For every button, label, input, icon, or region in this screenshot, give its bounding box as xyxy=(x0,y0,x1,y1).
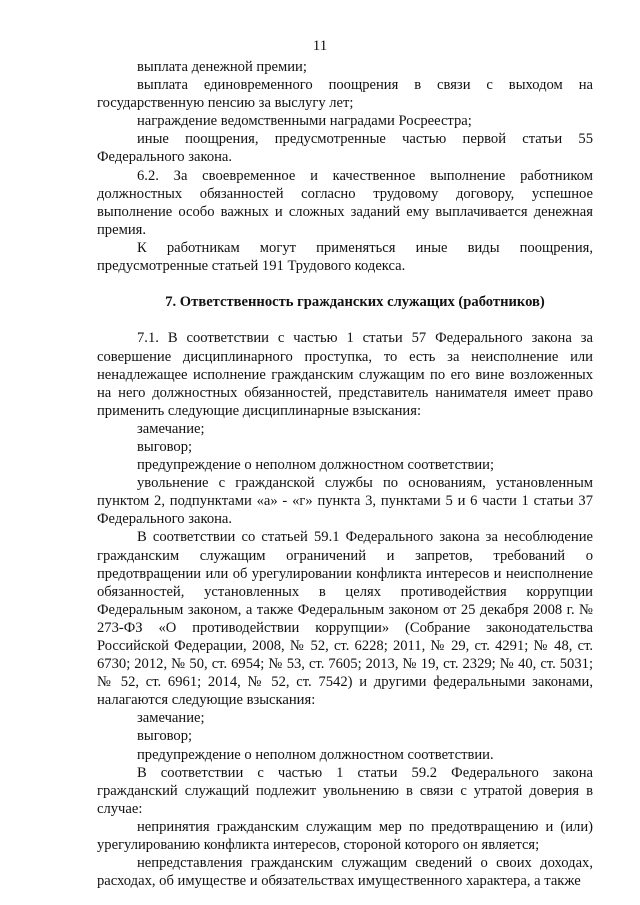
list-item: предупреждение о неполном должностном соответствии. xyxy=(137,746,494,763)
paragraph: В соответствии со статьей 59.1 Федерального закона за несоблюдение гражданским служащим ограничений и запретов, требований о предотвращении или об урегулировании конфликта интересов и неисполнение обязанностей, установленных в целях противодействия коррупции Федеральным законом, а также Федеральным законом от 25 декабря 2008 г. № 273-ФЗ «О противодействии коррупции» (Собрание законодательства Российской Федерации, 2008, № 52, ст. 6228; 2011, № 29, ст. 4291; № 48, ст. 6730; 2012, № 50, ст. 6954; № 53, ст. 7605; 2013, № 19, ст. 2329; № 40, ст. 5031; № 52, ст. 6961; 2014, № 52, ст. 7542) и другими федеральными законами, налагаются следующие взыскания: xyxy=(97,529,593,709)
list-item: непринятия гражданским служащим мер по предотвращению и (или) урегулированию конфликта интересов, стороной которого он является; xyxy=(97,818,593,854)
section-title: 7. Ответственность гражданских служащих (работников) xyxy=(165,294,545,311)
paragraph: К работникам могут применяться иные виды поощрения, предусмотренные статьей 191 Трудового кодекса. xyxy=(97,239,593,275)
paragraph: В соответствии с частью 1 статьи 59.2 Федерального закона гражданский служащий подлежит увольнению в связи с утратой доверия в случае: xyxy=(97,764,593,817)
page-number: 11 xyxy=(312,38,328,54)
document-body xyxy=(97,58,593,890)
spacer xyxy=(97,311,593,329)
list-item: непредставления гражданским служащим сведений о своих доходах, расходах, об имуществе и обязательствах имущественного характера, а также xyxy=(97,855,593,890)
paragraph: награждение ведомственными наградами Росреестра; xyxy=(137,113,472,130)
paragraph: 6.2. За своевременное и качественное выполнение работником должностных обязанностей согласно трудовому договору, успешное выполнение особо важных и сложных заданий ему выплачивается денежная премия. xyxy=(97,167,593,238)
list-item: выговор; xyxy=(137,728,193,745)
list-item: предупреждение о неполном должностном соответствии; xyxy=(137,457,495,474)
paragraph: выплата денежной премии; xyxy=(137,59,307,75)
list-item: выговор; xyxy=(137,438,193,455)
list-item: увольнение с гражданской службы по основаниям, установленным пунктом 2, подпунктами «а» - «г» пункта 3, пунктами 5 и 6 части 1 статьи 37 Федерального закона. xyxy=(97,475,593,528)
paragraph: иные поощрения, предусмотренные частью первой статьи 55 Федерального закона. xyxy=(97,131,593,166)
list-item: замечание; xyxy=(137,710,205,727)
paragraph: выплата единовременного поощрения в связи с выходом на государственную пенсию за выслугу лет; xyxy=(97,77,593,112)
paragraph: 7.1. В соответствии с частью 1 статьи 57 Федерального закона за совершение дисциплинарного проступка, то есть за неисполнение или ненадлежащее исполнение гражданским служащим по его вине возложенных на него должностных обязанностей, представитель нанимателя имеет право применить следующие дисциплинарные взыскания: xyxy=(97,330,593,419)
list-item: замечание; xyxy=(137,420,205,437)
spacer xyxy=(97,275,593,293)
